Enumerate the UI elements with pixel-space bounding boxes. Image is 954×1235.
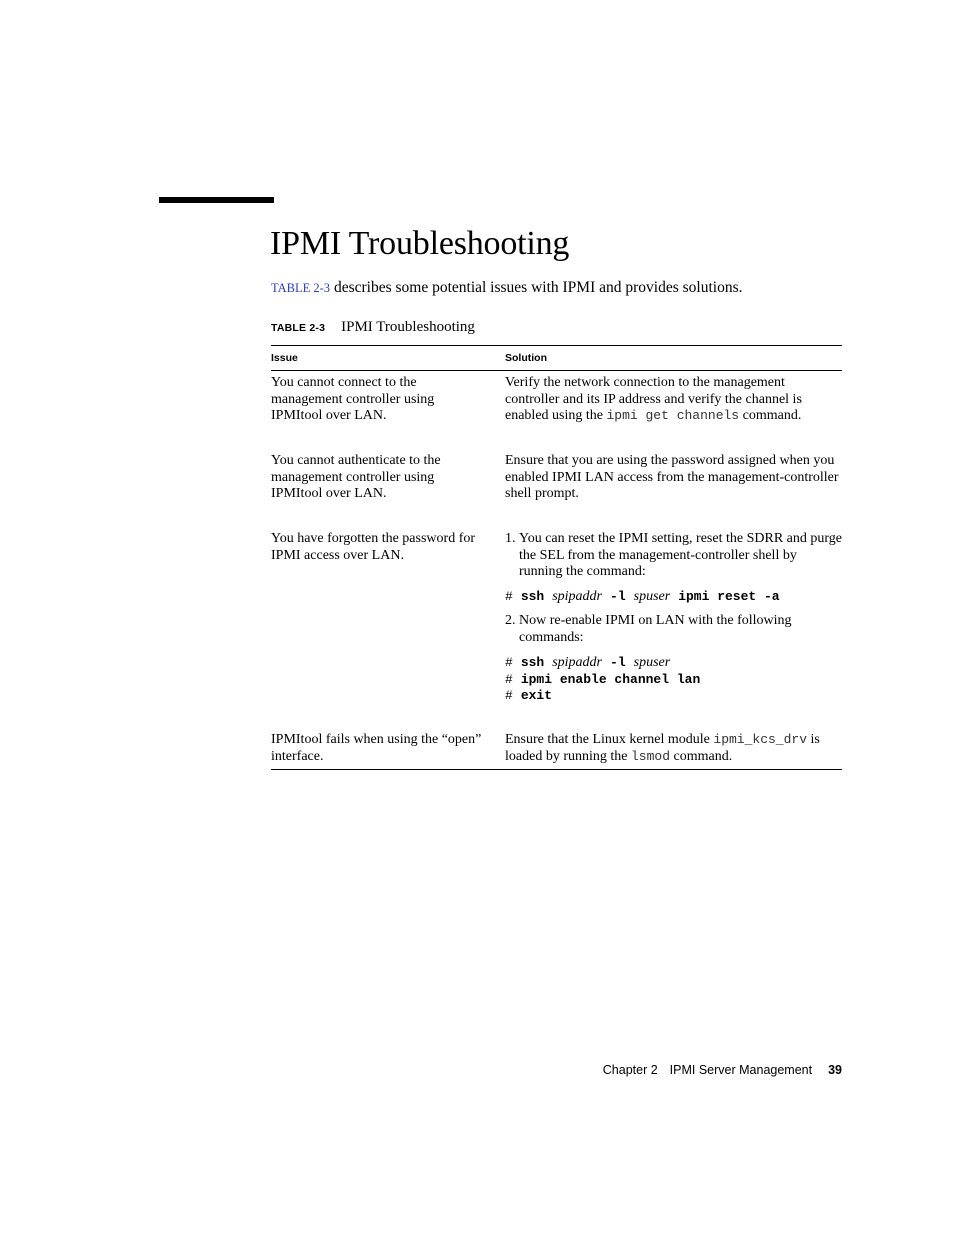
row-4-issue: IPMItool fails when using the “open” interface. [271, 732, 482, 764]
row-3-issue: You have forgotten the password for IPMI access over LAN. [271, 531, 476, 563]
cmd-arg-spipaddr: spipaddr [552, 655, 603, 670]
row-2-solution: Ensure that you are using the password assigned when you enabled IPMI LAN access from the management-controller shell prompt. [505, 453, 839, 501]
row-4-solution-code: ipmi_kcs_drv [713, 732, 808, 747]
row-4-solution-mid: is loaded by running the [505, 732, 820, 764]
cmd-exit: exit [520, 688, 553, 703]
header-issue: Issue [271, 352, 298, 364]
row-1-solution-text: Verify the network connection to the management controller and its IP address and verify the channel is enabled using the [505, 375, 802, 423]
step-1-number: 1. [505, 531, 516, 546]
solution-step-1 [505, 531, 842, 581]
row-3-solution [505, 531, 842, 705]
cmd-flag-l: -l [610, 655, 626, 670]
command-line-1 [505, 589, 842, 606]
row-1-issue: You cannot connect to the management controller using IPMItool over LAN. [271, 375, 435, 423]
prompt-symbol: # [505, 688, 513, 703]
chapter-rule [159, 197, 274, 203]
command-line-3 [505, 672, 842, 689]
intro-paragraph [271, 278, 743, 298]
row-4-solution-text: Ensure that the Linux kernel module [505, 732, 714, 747]
command-line-2 [505, 655, 842, 672]
caption-label: TABLE 2-3 [271, 322, 326, 334]
row-2-issue: You cannot authenticate to the management controller using IPMItool over LAN. [271, 453, 441, 501]
table-bottom-rule [271, 769, 842, 770]
cmd-flag-l: -l [610, 588, 626, 604]
row-1-solution-code: ipmi get channels [606, 408, 740, 423]
page-footer [603, 1063, 842, 1077]
table-xref-link[interactable]: TABLE 2-3 [271, 281, 331, 295]
row-4-solution-end: command. [670, 748, 733, 764]
table-header [271, 345, 842, 371]
page-number: 39 [828, 1063, 842, 1077]
cmd-ssh: ssh [520, 655, 545, 670]
row-4-solution [505, 732, 842, 765]
cmd-arg-spuser: spuser [633, 655, 671, 670]
caption-title: IPMI Troubleshooting [341, 319, 475, 335]
table-caption [271, 318, 475, 337]
solution-step-2 [505, 613, 842, 646]
row-1-solution-end: command. [739, 408, 802, 423]
intro-text: describes some potential issues with IPMI and provides solutions. [330, 279, 743, 296]
step-2-number: 2. [505, 613, 516, 628]
command-line-4 [505, 688, 842, 705]
cmd-arg-spuser: spuser [633, 588, 671, 604]
cmd-arg-spipaddr: spipaddr [552, 588, 603, 604]
prompt-symbol: # [505, 671, 513, 687]
page-title: IPMI Troubleshooting [270, 225, 570, 262]
footer-chapter: Chapter 2 [602, 1063, 658, 1077]
step-1-text: You can reset the IPMI setting, reset the SDRR and purge the SEL from the management-controller shell by running the command: [519, 531, 842, 579]
footer-section: IPMI Server Management [669, 1063, 813, 1077]
cmd-ipmi-enable: ipmi enable channel lan [520, 671, 701, 687]
row-4-solution-code2: lsmod [630, 748, 670, 764]
troubleshooting-table [271, 345, 842, 764]
step-2-text: Now re-enable IPMI on LAN with the following commands: [519, 613, 792, 645]
header-solution: Solution [505, 352, 547, 364]
row-1-solution [505, 375, 842, 425]
prompt-symbol: # [505, 655, 513, 670]
prompt-symbol: # [505, 588, 513, 604]
cmd-ssh: ssh [520, 588, 545, 604]
cmd-ipmi-reset: ipmi reset -a [678, 588, 780, 604]
